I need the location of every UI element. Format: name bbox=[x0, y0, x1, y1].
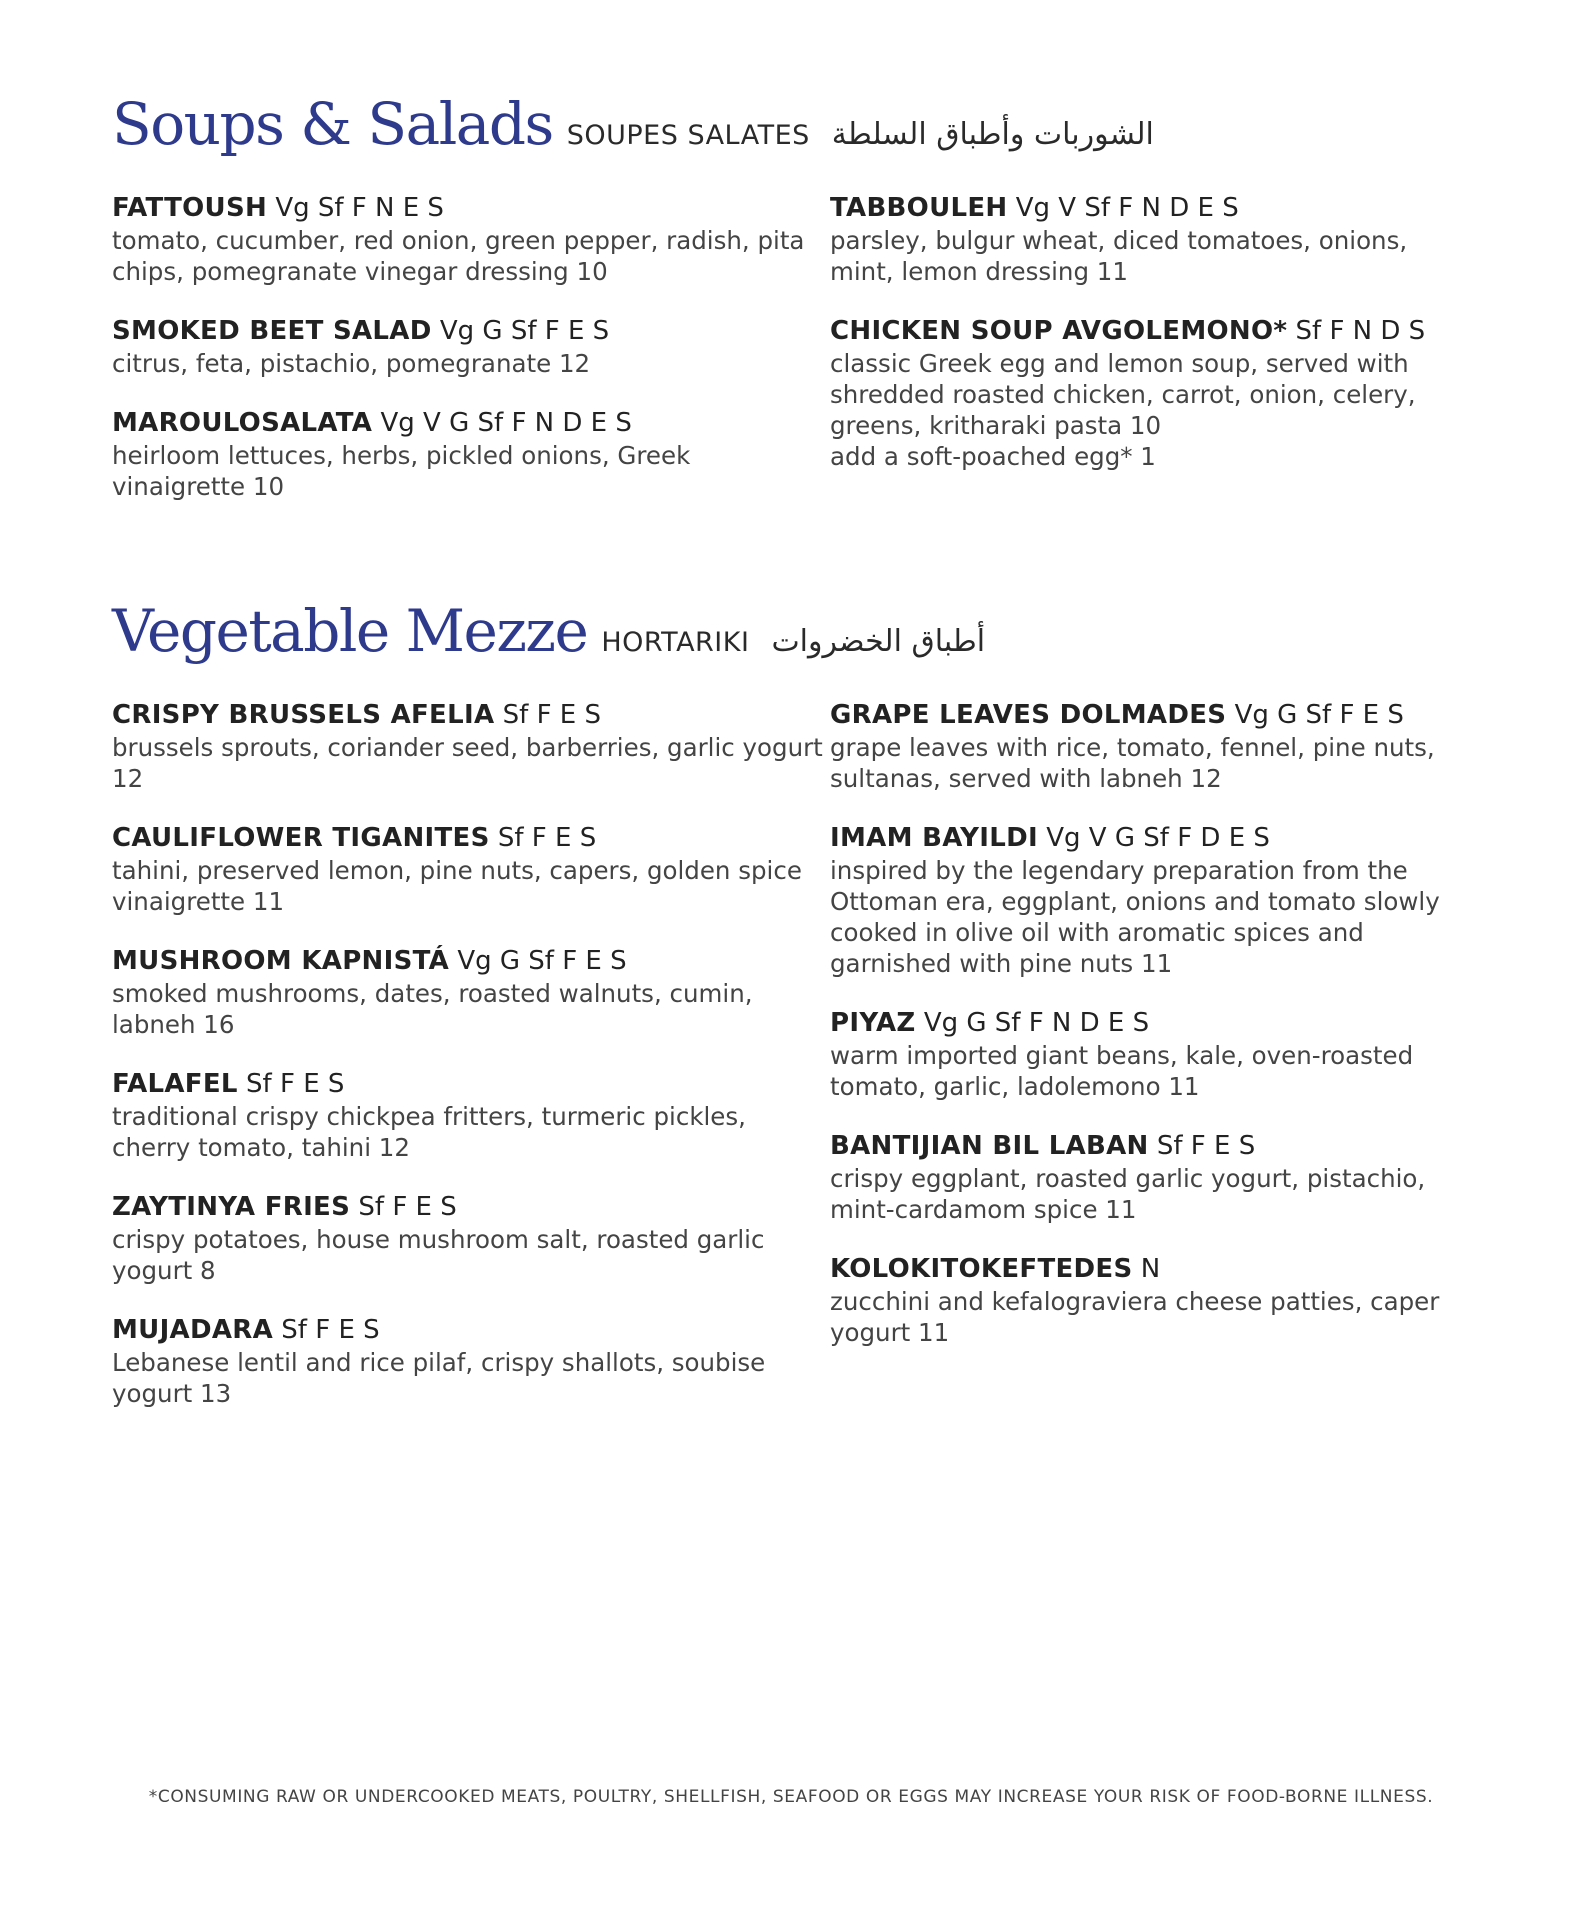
menu-item-maroulosalata bbox=[112, 406, 830, 502]
menu-item-crispy-brussels-afelia bbox=[112, 698, 830, 794]
item-tags: Sf F E S bbox=[502, 700, 601, 730]
item-name: FATTOUSH bbox=[112, 193, 268, 223]
item-addon: add a soft-poached egg* 1 bbox=[830, 442, 1156, 471]
item-name: CHICKEN SOUP AVGOLEMONO* bbox=[830, 316, 1288, 346]
item-name: CAULIFLOWER TIGANITES bbox=[112, 823, 490, 853]
food-safety-footnote: *CONSUMING RAW OR UNDERCOOKED MEATS, POULTRY, SHELLFISH, SEAFOOD OR EGGS MAY INCREASE YOUR RISK OF FOOD-BORNE ILLNESS. bbox=[148, 1787, 1434, 1807]
item-description: inspired by the legendary preparation from the Ottoman era, eggplant, onions and tomato slowly cooked in olive oil with aromatic spices and garnished with pine nuts 11 bbox=[830, 856, 1440, 978]
soups-right-column bbox=[830, 191, 1470, 529]
item-name: ZAYTINYA FRIES bbox=[112, 1192, 351, 1222]
item-description: crispy eggplant, roasted garlic yogurt, pistachio, mint-cardamom spice 11 bbox=[830, 1164, 1426, 1224]
item-tags: Sf F N D S bbox=[1295, 316, 1426, 346]
menu-item-piyaz bbox=[830, 1006, 1470, 1102]
section-arabic-title: الشوربات وأطباق السلطة bbox=[831, 117, 1154, 152]
section-subtitle: SOUPES SALATES bbox=[566, 120, 810, 151]
item-description: warm imported giant beans, kale, oven-roasted tomato, garlic, ladolemono 11 bbox=[830, 1041, 1414, 1101]
menu-item-grape-leaves-dolmades bbox=[830, 698, 1470, 794]
item-description: tomato, cucumber, red onion, green pepper, radish, pita chips, pomegranate vinegar dressing 10 bbox=[112, 226, 805, 286]
item-tags: Vg Sf F N E S bbox=[275, 193, 444, 223]
item-tags: Vg G Sf F N D E S bbox=[923, 1008, 1150, 1038]
menu-item-mujadara bbox=[112, 1313, 830, 1409]
menu-item-fattoush bbox=[112, 191, 830, 287]
item-description: Lebanese lentil and rice pilaf, crispy shallots, soubise yogurt 13 bbox=[112, 1348, 766, 1408]
item-tags: Sf F E S bbox=[1156, 1131, 1256, 1161]
menu-item-falafel bbox=[112, 1067, 830, 1163]
soups-left-column bbox=[112, 191, 830, 529]
menu-item-cauliflower-tiganites bbox=[112, 821, 830, 917]
item-tags: Vg G Sf F E S bbox=[1234, 700, 1404, 730]
mezze-right-column bbox=[830, 698, 1470, 1436]
item-tags: Sf F E S bbox=[497, 823, 597, 853]
mezze-left-column bbox=[112, 698, 830, 1436]
item-name: MUJADARA bbox=[112, 1315, 274, 1345]
item-tags: Sf F E S bbox=[281, 1315, 380, 1345]
menu-item-imam-bayildi bbox=[830, 821, 1470, 979]
item-name: MUSHROOM KAPNISTÁ bbox=[112, 946, 450, 976]
item-tags: Vg V Sf F N D E S bbox=[1015, 193, 1239, 223]
item-description: parsley, bulgur wheat, diced tomatoes, onions, mint, lemon dressing 11 bbox=[830, 226, 1408, 286]
item-description: smoked mushrooms, dates, roasted walnuts, cumin, labneh 16 bbox=[112, 979, 753, 1039]
item-tags: Sf F E S bbox=[358, 1192, 457, 1222]
item-name: KOLOKITOKEFTEDES bbox=[830, 1254, 1133, 1284]
item-description: heirloom lettuces, herbs, pickled onions, Greek vinaigrette 10 bbox=[112, 441, 691, 501]
item-tags: Vg G Sf F E S bbox=[439, 316, 610, 346]
item-name: TABBOULEH bbox=[830, 193, 1008, 223]
item-tags: N bbox=[1140, 1254, 1161, 1284]
item-name: CRISPY BRUSSELS AFELIA bbox=[112, 700, 495, 730]
item-description: brussels sprouts, coriander seed, barberries, garlic yogurt 12 bbox=[112, 733, 823, 793]
item-description: zucchini and kefalograviera cheese patties, caper yogurt 11 bbox=[830, 1287, 1440, 1347]
vegetable-mezze-section bbox=[112, 597, 1482, 1436]
menu-item-tabbouleh bbox=[830, 191, 1470, 287]
item-name: BANTIJIAN BIL LABAN bbox=[830, 1131, 1149, 1161]
item-description: crispy potatoes, house mushroom salt, roasted garlic yogurt 8 bbox=[112, 1225, 765, 1285]
item-tags: Sf F E S bbox=[246, 1069, 345, 1099]
menu-item-smoked-beet-salad bbox=[112, 314, 830, 379]
item-name: MAROULOSALATA bbox=[112, 408, 373, 438]
menu-item-chicken-soup-avgolemono bbox=[830, 314, 1470, 472]
item-tags: Vg G Sf F E S bbox=[457, 946, 627, 976]
section-arabic-title: أطباق الخضروات bbox=[771, 624, 986, 659]
item-description: traditional crispy chickpea fritters, turmeric pickles, cherry tomato, tahini 12 bbox=[112, 1102, 746, 1162]
item-description: tahini, preserved lemon, pine nuts, capers, golden spice vinaigrette 11 bbox=[112, 856, 802, 916]
soups-salads-section bbox=[112, 90, 1482, 529]
section-subtitle: HORTARIKI bbox=[601, 627, 750, 658]
section-title: Vegetable Mezze bbox=[112, 597, 588, 665]
item-tags: Vg V G Sf F N D E S bbox=[380, 408, 632, 438]
soups-salads-header bbox=[112, 90, 1482, 158]
menu-item-zaytinya-fries bbox=[112, 1190, 830, 1286]
item-name: FALAFEL bbox=[112, 1069, 238, 1099]
item-name: GRAPE LEAVES DOLMADES bbox=[830, 700, 1227, 730]
item-description: grape leaves with rice, tomato, fennel, pine nuts, sultanas, served with labneh 12 bbox=[830, 733, 1435, 793]
item-name: SMOKED BEET SALAD bbox=[112, 316, 432, 346]
menu-item-bantijian-bil-laban bbox=[830, 1129, 1470, 1225]
item-name: IMAM BAYILDI bbox=[830, 823, 1038, 853]
vegetable-mezze-header bbox=[112, 597, 1482, 665]
item-name: PIYAZ bbox=[830, 1008, 916, 1038]
menu-item-kolokitokeftedes bbox=[830, 1252, 1470, 1348]
item-description: classic Greek egg and lemon soup, served with shredded roasted chicken, carrot, onion, celery, greens, kritharaki pasta 10 bbox=[830, 349, 1416, 440]
item-description: citrus, feta, pistachio, pomegranate 12 bbox=[112, 349, 591, 378]
section-title: Soups & Salads bbox=[112, 90, 553, 158]
item-tags: Vg V G Sf F D E S bbox=[1046, 823, 1270, 853]
menu-item-mushroom-kapnista bbox=[112, 944, 830, 1040]
